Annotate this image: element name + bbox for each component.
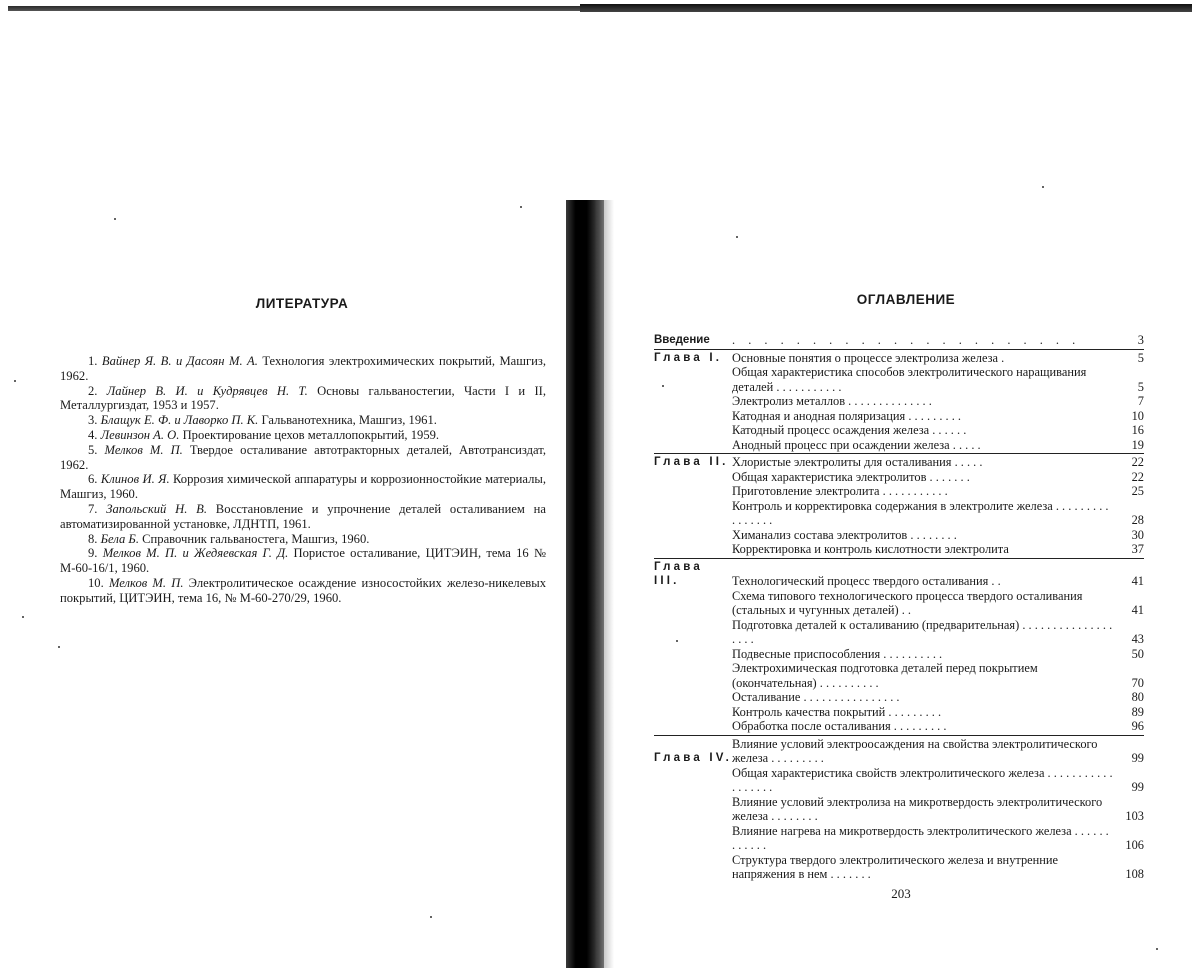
toc-section-row	[654, 705, 1144, 720]
scan-speck	[114, 218, 116, 220]
reference-item	[60, 532, 546, 547]
toc-page-number: 3	[1137, 333, 1144, 347]
toc-page-number: 103	[1125, 809, 1144, 823]
reference-number: 10.	[88, 575, 104, 590]
literature-heading: ЛИТЕРАТУРА	[255, 296, 349, 311]
reference-authors: Запольский Н. В.	[106, 501, 208, 516]
toc-page-number: 5	[1137, 350, 1144, 365]
reference-item	[60, 502, 546, 532]
toc-chapter-title: Технологический процесс твердого осталивания . .	[732, 574, 1001, 588]
scan-speck	[1042, 186, 1044, 188]
toc-section-row	[654, 853, 1144, 882]
spine-gradient	[596, 200, 614, 968]
toc-section-row	[654, 394, 1144, 409]
reference-number: 7.	[88, 501, 98, 516]
toc-page-number: 16	[1131, 423, 1144, 437]
toc-section-title: Контроль и корректировка содержания в электролите железа . . . . . . . . . . . . . . . .	[732, 498, 1109, 527]
toc-page-number: 43	[1131, 632, 1144, 646]
toc-section-title: Химанализ состава электролитов . . . . . . . .	[732, 527, 957, 542]
reference-authors: Бела Б.	[100, 531, 139, 546]
reference-number: 4.	[88, 427, 98, 442]
toc-page-number: 10	[1131, 408, 1144, 423]
reference-text: Коррозия химической аппаратуры и коррозионностойкие материалы, Машгиз, 1960.	[60, 472, 546, 502]
scan-speck	[1156, 948, 1158, 950]
reference-item	[60, 413, 546, 428]
reference-text: Электролитическое осаждение износостойких железо-никелевых покрытий, ЦИТЭИН, тема 16, № М-60-270/29, 1960.	[60, 575, 547, 605]
scan-speck	[520, 206, 522, 208]
reference-item	[60, 443, 546, 473]
toc-page-number: 96	[1131, 719, 1144, 733]
toc-section-row	[654, 423, 1144, 438]
toc-section-row	[654, 618, 1144, 647]
toc-chapter-divider	[654, 558, 1144, 559]
scan-speck	[58, 646, 60, 648]
toc-intro-row	[654, 333, 1144, 348]
reference-number: 6.	[88, 472, 98, 487]
toc-page-number: 106	[1125, 838, 1144, 852]
toc-chapter-title: Основные понятия о процессе электролиза железа .	[732, 350, 1005, 365]
toc-page-number: 50	[1131, 646, 1144, 661]
reference-number: 2.	[88, 383, 98, 398]
toc-section-title: Общая характеристика способов электролитического наращивания деталей . . . . . . . . . . .	[732, 365, 1087, 394]
reference-number: 9.	[88, 546, 98, 561]
toc-chapter-title: Хлористые электролиты для осталивания . . . . .	[732, 455, 983, 469]
reference-item	[60, 428, 546, 443]
toc-chapter-row	[654, 455, 1144, 470]
toc-chapter-divider	[654, 735, 1144, 736]
reference-authors: Вайнер Я. В. и Дасоян М. А.	[101, 354, 258, 368]
toc-section-title: Подвесные приспособления . . . . . . . . . .	[732, 646, 943, 661]
toc-section-row	[654, 795, 1144, 824]
scan-speck	[736, 236, 738, 238]
toc-chapter-label: Глава III.	[654, 560, 703, 587]
reference-text: Проектирование цехов металлопокрытий, 1959.	[179, 427, 440, 442]
reference-number: 3.	[88, 413, 98, 428]
reference-number: 8.	[88, 531, 98, 546]
intro-label-text: Введение	[654, 334, 710, 346]
toc-page-number: 41	[1131, 574, 1144, 588]
toc-section-row	[654, 438, 1144, 453]
page-number: 203	[891, 886, 911, 901]
toc-section-title: Подготовка деталей к осталиванию (предварительная) . . . . . . . . . . . . . . . . . . .	[732, 617, 1113, 646]
scan-speck	[14, 380, 16, 382]
toc-section-row	[654, 365, 1144, 394]
toc-page-number: 25	[1131, 484, 1144, 498]
toc-section-title: Анодный процесс при осаждении железа . . . . .	[732, 437, 981, 452]
reference-authors: Мелков М. П.	[104, 442, 183, 457]
toc-chapter-row	[654, 560, 1144, 589]
toc-page-number: 5	[1137, 379, 1144, 394]
toc-section-title: Схема типового технологического процесса твердого осталивания (стальных и чугунных деталей) . .	[732, 588, 1083, 617]
toc-chapter-row	[654, 737, 1144, 766]
toc-section-title: Общая характеристика свойств электролитического железа . . . . . . . . . . . . . . . . . .	[732, 765, 1113, 794]
toc-section-title: Влияние нагрева на микротвердость электролитического железа . . . . . . . . . . . .	[732, 823, 1109, 852]
toc-section-row	[654, 824, 1144, 853]
toc-chapter-label: Глава IV.	[654, 752, 732, 764]
toc-section-title: Общая характеристика электролитов . . . . . . .	[732, 469, 970, 484]
toc-page-number: 99	[1131, 780, 1144, 794]
scan-speck	[22, 616, 24, 618]
reference-authors: Лайнер В. И. и Кудрявцев Н. Т.	[106, 383, 308, 398]
toc-page-number: 7	[1137, 394, 1144, 408]
toc-chapter-divider	[654, 349, 1144, 350]
toc-chapter-title: Влияние условий электроосаждения на свойства электролитического железа . . . . . . . . .	[732, 736, 1098, 765]
toc-page-number: 30	[1131, 527, 1144, 542]
toc-page-number: 108	[1125, 867, 1144, 881]
reference-authors: Блащук Е. Ф. и Лаворко П. К.	[100, 413, 259, 428]
toc-page-number: 70	[1131, 675, 1144, 690]
reference-item	[60, 576, 546, 606]
reference-text: Справочник гальваностега, Машгиз, 1960.	[138, 531, 370, 546]
toc-section-title: Электролиз металлов . . . . . . . . . . . . . .	[732, 394, 932, 408]
toc-section-title: Электрохимическая подготовка деталей перед покрытием (окончательная) . . . . . . . . . .	[732, 661, 1038, 690]
toc-chapter-label: Глава I.	[654, 351, 723, 364]
toc-page-number: 80	[1131, 690, 1144, 704]
reference-text: Пористое осталивание, ЦИТЭИН, тема 16 № М-60-16/1, 1960.	[60, 546, 546, 576]
toc-page-number: 37	[1131, 542, 1144, 556]
scan-speck	[430, 916, 432, 918]
reference-text: Основы гальваностегии, Части I и II, Металлургиздат, 1953 и 1957.	[60, 383, 547, 413]
reference-text: Твердое осталивание автотракторных деталей, Автотрансиздат, 1962.	[60, 442, 546, 472]
toc-section-title: Катодный процесс осаждения железа . . . . . .	[732, 423, 967, 437]
toc-section-title: Катодная и анодная поляризация . . . . . . . . .	[732, 408, 962, 423]
toc-page-number: 19	[1131, 437, 1144, 452]
toc-page-number: 28	[1131, 513, 1144, 527]
reference-text: Гальванотехника, Машгиз, 1961.	[258, 413, 437, 428]
reference-item	[60, 354, 546, 384]
toc-page-number: 89	[1131, 704, 1144, 719]
reference-item	[60, 384, 546, 414]
toc-page-number: 22	[1131, 469, 1144, 484]
toc-section-row	[654, 690, 1144, 705]
reference-item	[60, 546, 546, 576]
toc-leader-dots: . . . . . . . . . . . . . . . . . . . . . .	[732, 333, 1081, 347]
toc-section-row	[654, 409, 1144, 424]
toc-section-row	[654, 484, 1144, 499]
toc-section-title: Структура твердого электролитического железа и внутренние напряжения в нем . . . . . . .	[732, 852, 1059, 881]
reference-text: Технология электрохимических покрытий, Машгиз, 1962.	[60, 354, 546, 383]
toc-chapter-divider	[654, 453, 1144, 454]
toc-page-number: 41	[1131, 603, 1144, 617]
toc-section-row	[654, 470, 1144, 485]
reference-item	[60, 472, 546, 502]
toc-section-row	[654, 647, 1144, 662]
toc-section-title: Контроль качества покрытий . . . . . . . . .	[732, 704, 942, 719]
toc-section-row	[654, 661, 1144, 690]
toc-page-number: 22	[1131, 455, 1144, 469]
toc-section-row	[654, 766, 1144, 795]
toc-intro-label	[654, 333, 732, 348]
reference-number: 1.	[88, 354, 98, 368]
scan-top-edge-dark	[580, 4, 1192, 12]
toc-section-title: Корректировка и контроль кислотности электролита	[732, 542, 1009, 556]
toc-page-number: 99	[1131, 751, 1144, 765]
reference-authors: Клинов И. Я.	[100, 472, 170, 487]
reference-authors: Мелков М. П. и Жедяевская Г. Д.	[102, 546, 289, 561]
reference-authors: Мелков М. П.	[108, 575, 184, 590]
toc-chapter-row	[654, 351, 1144, 366]
reference-number: 5.	[88, 442, 98, 457]
toc-section-row	[654, 542, 1144, 557]
toc-section-row	[654, 719, 1144, 734]
toc-section-title: Приготовление электролита . . . . . . . . . . .	[732, 484, 948, 498]
toc-section-title: Обработка после осталивания . . . . . . . . .	[732, 719, 947, 733]
table-of-contents	[654, 333, 1144, 882]
reference-text: Восстановление и упрочнение деталей осталиванием на автоматизированной установке, ЛДНТП, 1961.	[60, 501, 546, 531]
toc-chapter-label: Глава II.	[654, 456, 729, 468]
reference-authors: Левинзон А. О.	[100, 427, 180, 442]
contents-heading: ОГЛАВЛЕНИЕ	[856, 292, 956, 307]
toc-section-title: Осталивание . . . . . . . . . . . . . . . .	[732, 690, 900, 704]
reference-list	[60, 354, 546, 606]
toc-section-title: Влияние условий электролиза на микротвердость электролитического железа . . . . . . . .	[732, 794, 1103, 823]
toc-section-row	[654, 589, 1144, 618]
toc-section-row	[654, 528, 1144, 543]
toc-section-row	[654, 499, 1144, 528]
